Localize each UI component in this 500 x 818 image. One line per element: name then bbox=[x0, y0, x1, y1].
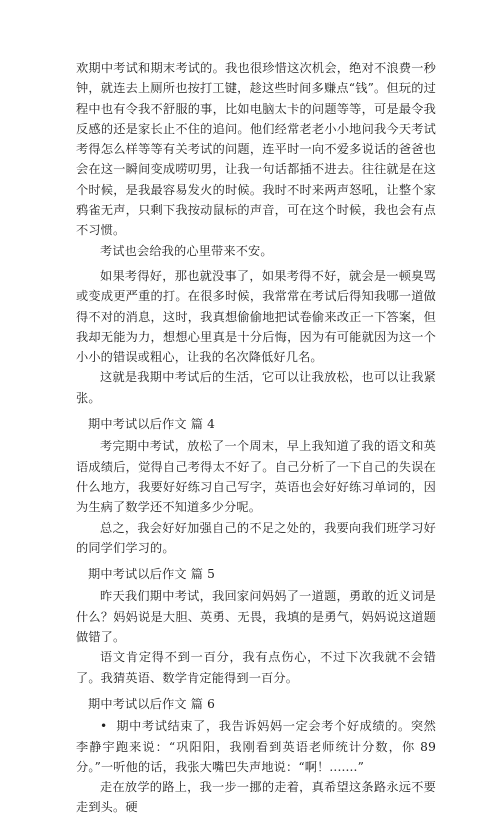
paragraph-10: 走在放学的路上，我一步一挪的走着，真希望这条路永远不要走到头。硬 bbox=[76, 780, 436, 815]
paragraph-9-text: 期中考试结束了，我告诉妈妈一定会考个好成绩的。突然李静宇跑来说：“巩阳阳，我刚看到英语老师统计分数，你 89 分。”一听他的话，我张大嘴巴失声地说：“啊！.......” bbox=[76, 719, 436, 774]
paragraph-3: 如果考得好，那也就没事了，如果考得不好，就会是一顿臭骂或变成更严重的打。在很多时候，我常常在考试后得知我哪一道做得不对的消息，这时，我真想偷偷地把试卷偷来改正一下答案，但我却无能为力，想想心里真是十分后悔，因为有可能就因为这一个小小的错误或粗心，让我的名次降低好几名。 bbox=[76, 268, 436, 365]
section-heading-5: 期中考试以后作文 篇 5 bbox=[88, 567, 215, 582]
paragraph-8: 语文肯定得不到一百分，我有点伤心，不过下次我就不会错了。我猜英语、数学肯定能得到一百分。 bbox=[76, 650, 436, 685]
paragraph-5: 考完期中考试，放松了一个周末，早上我知道了我的语文和英语成绩后，觉得自己考得太不好了。自己分析了一下自己的失误在什么地方，我要好好练习自己写字，英语也会好好练习单词的，因为生病了数学还不知道多少分呢。 bbox=[76, 439, 436, 515]
paragraph-6: 总之，我会好好加强自己的不足之处的，我要向我们班学习好的同学们学习的。 bbox=[76, 520, 436, 555]
bullet-icon: • bbox=[100, 719, 108, 734]
paragraph-4: 这就是我期中考试后的生活，它可以让我放松，也可以让我紧张。 bbox=[76, 370, 436, 405]
paragraph-7: 昨天我们期中考试，我回家问妈妈了一道题，勇敢的近义词是什么？妈妈说是大胆、英勇、无畏，我填的是勇气，妈妈说这道题做错了。 bbox=[76, 589, 436, 645]
document-body bbox=[76, 58, 436, 818]
paragraph-2: 考试也会给我的心里带来不安。 bbox=[100, 243, 273, 258]
section-heading-4: 期中考试以后作文 篇 4 bbox=[88, 417, 215, 432]
paragraph-9 bbox=[76, 716, 436, 777]
paragraph-1: 欢期中考试和期末考试的。我也很珍惜这次机会，绝对不浪费一秒钟，就连去上厕所也按打工键，趁这些时间多赚点“钱”。但玩的过程中也有令我不舒服的事，比如电脑太卡的问题等等，可是最令我反感的还是家长止不住的追问。他们经常老老小小地问我今天考试考得怎么样等等有关考试的问题，连平时一向不爱多说话的爸爸也会在这一瞬间变成唠叨男，让我一句话都插不进去。往往就是在这个时候，是我最容易发火的时候。我时不时来两声怒吼，让整个家鸦雀无声，只剩下我按动鼠标的声音，可在这个时候，我也会有点不习惯。 bbox=[76, 61, 436, 238]
section-heading-6: 期中考试以后作文 篇 6 bbox=[88, 696, 215, 711]
